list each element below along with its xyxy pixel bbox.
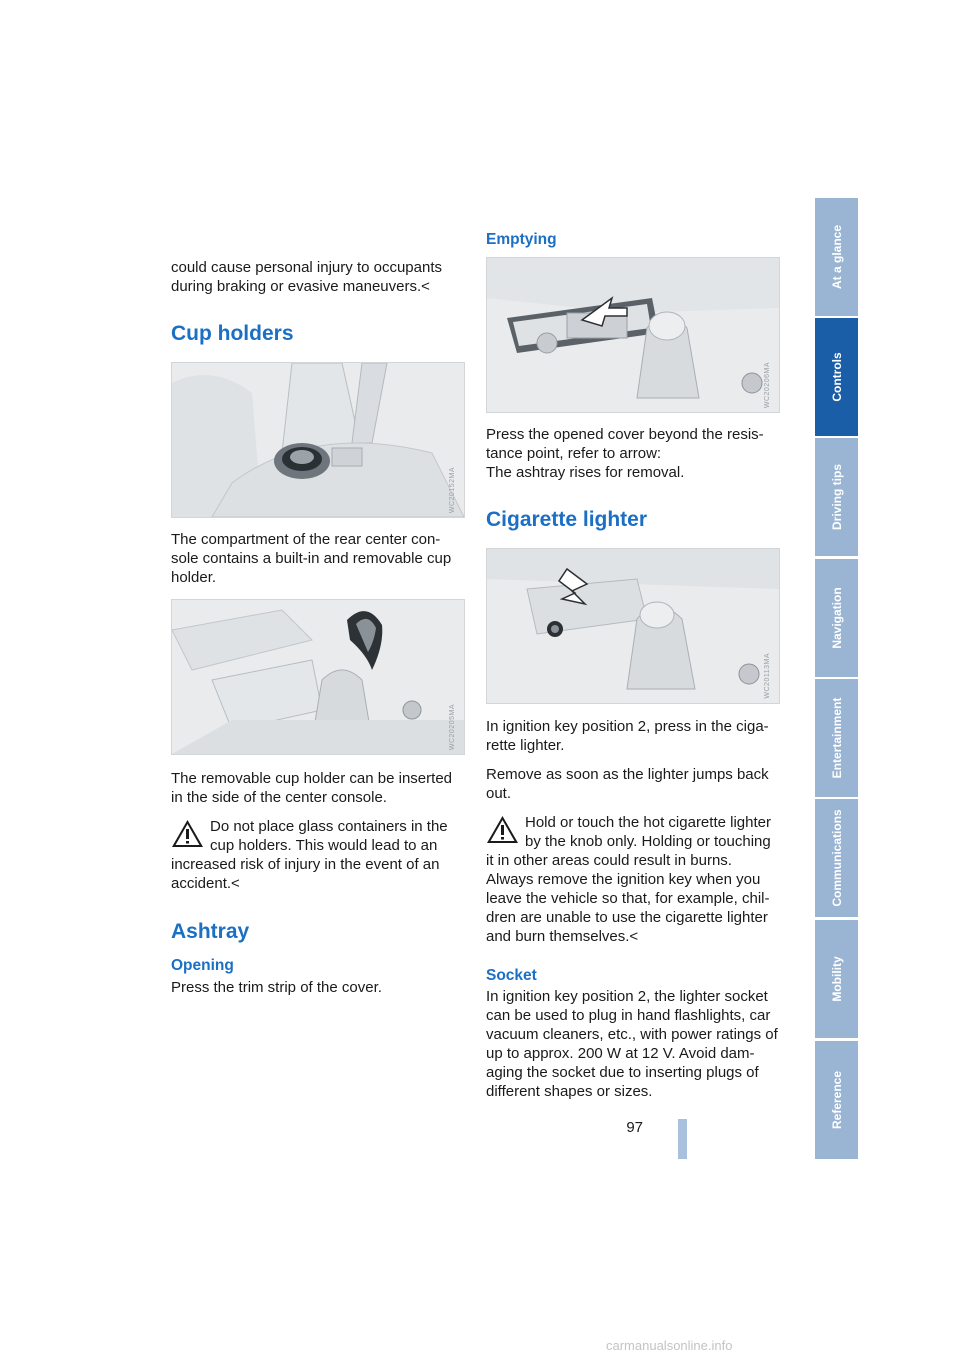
cigarette-paragraph-1: In ignition key position 2, press in the ciga-rette lighter. — [486, 718, 769, 754]
tab-reference[interactable] — [815, 1041, 858, 1159]
cup-holders-warning — [171, 817, 466, 893]
tab-label: Navigation — [829, 587, 844, 649]
cup-holders-warning-line-1: Do not place glass containers in the — [210, 818, 448, 835]
cigarette-warning-rest: it in other areas could result in burns. Always remove the ignition key when you leave the vehicle so that, for example, chil-dren are unable to use the cigarette lighter and burn themselves.< — [486, 852, 770, 945]
tab-label: At a glance — [829, 224, 844, 290]
socket-text: In ignition key position 2, the lighter socket can be used to plug in hand flashlights, car vacuum cleaners, etc., with power ratings of up to approx. 200 W at 12 V. Avoid dam-aging the socket due to inserting plugs of different shapes or sizes. — [486, 988, 778, 1100]
cigarette-lighter-figure — [486, 548, 780, 704]
figure-code: WC20113MA — [764, 653, 771, 699]
tab-at-a-glance[interactable] — [815, 198, 858, 316]
intro-text: could cause personal injury to occupants during braking or evasive maneuvers.< — [171, 259, 442, 295]
tab-entertainment[interactable] — [815, 679, 858, 797]
tab-label: Entertainment — [829, 697, 844, 779]
page-number: 97 — [626, 1119, 643, 1136]
ashtray-heading: Ashtray — [171, 920, 250, 943]
opening-heading: Opening — [171, 957, 234, 974]
emptying-paragraph-2: The ashtray rises for removal. — [486, 464, 685, 481]
cup-holder-figure-2 — [171, 599, 465, 755]
socket-heading: Socket — [486, 967, 537, 984]
opening-text: Press the trim strip of the cover. — [171, 979, 382, 996]
tab-label: Communications — [829, 809, 844, 907]
tab-label: Driving tips — [829, 463, 844, 531]
right-column — [486, 230, 782, 1111]
cup-holders-heading: Cup holders — [171, 322, 294, 345]
cup-holders-warning-line-2: cup holders. This would lead to an — [210, 837, 438, 854]
tab-driving-tips[interactable] — [815, 438, 858, 556]
tab-communications[interactable] — [815, 799, 858, 917]
tab-mobility[interactable] — [815, 920, 858, 1038]
cup-holders-paragraph-1: The compartment of the rear center con-sole contains a built-in and removable cup holder. — [171, 531, 452, 586]
left-column — [171, 258, 466, 1007]
tab-navigation[interactable] — [815, 559, 858, 677]
cigarette-warning — [486, 813, 782, 946]
figure-code: WC20205MA — [449, 703, 456, 750]
cigarette-warning-line-1: Hold or touch the hot cigarette lighter — [525, 814, 771, 831]
watermark: carmanualsonline.info — [606, 1338, 733, 1353]
chapter-tabs — [815, 198, 858, 1160]
tab-label: Reference — [829, 1070, 844, 1130]
tab-label: Mobility — [829, 956, 844, 1002]
warning-icon — [486, 815, 519, 844]
cigarette-warning-line-2: by the knob only. Holding or touching — [525, 833, 771, 850]
cup-holders-paragraph-2: The removable cup holder can be inserted in the side of the center console. — [171, 770, 453, 806]
cigarette-lighter-heading: Cigarette lighter — [486, 508, 648, 531]
ashtray-figure — [486, 257, 780, 413]
cigarette-paragraph-2: Remove as soon as the lighter jumps back out. — [486, 766, 769, 802]
page-marker-bar — [678, 1119, 687, 1159]
figure-code: WC20152MA — [449, 466, 456, 513]
tab-label: Controls — [829, 352, 844, 402]
figure-code: WC20206MA — [764, 361, 771, 408]
emptying-paragraph-1: Press the opened cover beyond the resis-tance point, refer to arrow: — [486, 426, 764, 462]
tab-controls[interactable] — [815, 318, 858, 436]
cup-holders-warning-rest: increased risk of injury in the event of an accident.< — [171, 856, 440, 892]
warning-icon — [171, 819, 204, 848]
emptying-heading: Emptying — [486, 231, 557, 248]
cup-holder-figure-1 — [171, 362, 465, 518]
